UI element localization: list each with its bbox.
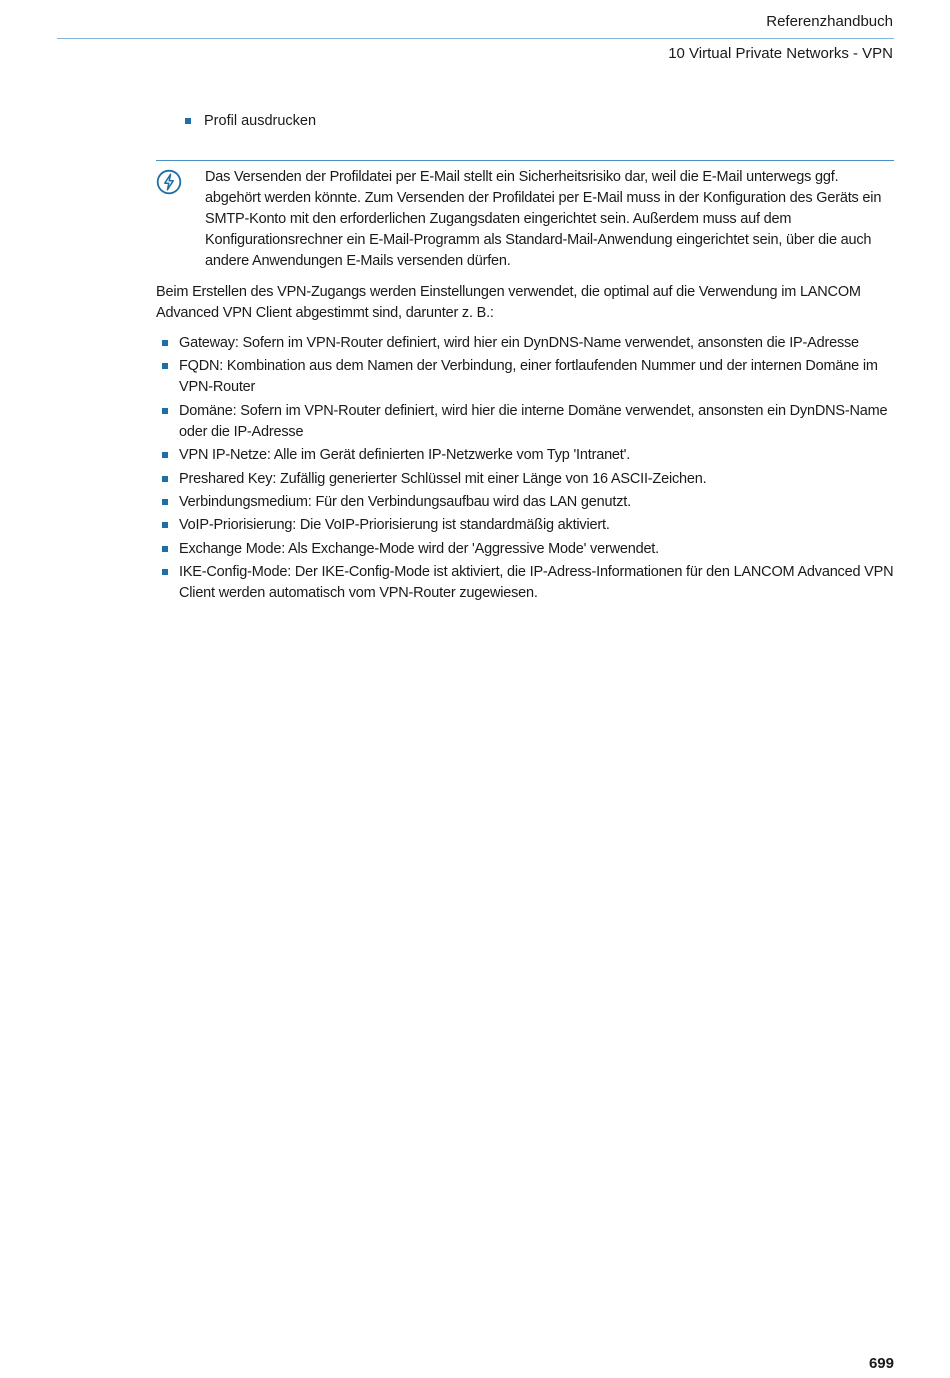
list-item [156,333,896,354]
list-item [156,492,896,513]
list-item-text: Exchange Mode: Als Exchange-Mode wird der 'Aggressive Mode' verwendet. [179,540,659,557]
list-item [156,356,896,398]
list-item [156,445,896,466]
list-item-text: Gateway: Sofern im VPN-Router definiert, wird hier ein DynDNS-Name verwendet, ansonsten die IP-Adresse [179,335,859,351]
square-bullet-icon [162,340,168,346]
note-text: Das Versenden der Profildatei per E-Mail stellt ein Sicherheitsrisiko dar, weil die E-Mail unterwegs ggf. abgehört werden könnte. Zum Versenden der Profildatei per E-Mail muss in der Konfiguration des Geräts ein SMTP-Konto mit den erforderlichen Zugangsdaten eingerichtet sein. Außerdem muss auf dem Konfigurationsrechner ein E-Mail-Programm als Standard-Mail-Anwendung eingerichtet sein, über die auch andere Anwendungen E-Mails versenden dürfen. [205,169,882,269]
page-number: 699 [868,1355,894,1372]
list-item-text: Domäne: Sofern im VPN-Router definiert, wird hier die interne Domäne verwendet, ansonsten ein DynDNS-Name oder die IP-Adresse [179,402,888,440]
list-item [156,539,896,560]
square-bullet-icon [185,118,191,124]
square-bullet-icon [162,522,168,528]
square-bullet-icon [162,569,168,575]
list-item [156,562,896,604]
square-bullet-icon [162,499,168,505]
header-title: Referenzhandbuch [766,13,893,30]
lightning-warning-icon [156,169,182,195]
intro-paragraph: Beim Erstellen des VPN-Zugangs werden Einstellungen verwendet, die optimal auf die Verwendung im LANCOM Advanced VPN Client abgestimmt sind, darunter z. B.: [156,284,861,321]
list-item [156,401,896,443]
list-item [156,515,896,536]
list-item-text: VoIP-Priorisierung: Die VoIP-Priorisierung ist standardmäßig aktiviert. [179,517,610,534]
square-bullet-icon [162,476,168,482]
header-divider [57,38,894,39]
list-item-text: Verbindungsmedium: Für den Verbindungsaufbau wird das LAN genutzt. [179,493,631,510]
square-bullet-icon [162,546,168,552]
square-bullet-icon [162,363,168,369]
square-bullet-icon [162,408,168,414]
list-item-label: Profil ausdrucken [204,113,317,129]
list-item-text: Preshared Key: Zufällig generierter Schlüssel mit einer Länge von 16 ASCII-Zeichen. [179,470,707,487]
settings-list [156,333,896,607]
header-chapter: 10 Virtual Private Networks - VPN [668,45,893,62]
list-item [156,469,896,490]
list-item-profile-print [185,111,585,131]
note-divider [156,160,894,161]
list-item-text: FQDN: Kombination aus dem Namen der Verbindung, einer fortlaufenden Nummer und der internen Domäne im VPN-Router [179,358,878,396]
list-item-text: VPN IP-Netze: Alle im Gerät definierten IP-Netzwerke vom Typ 'Intranet'. [179,447,631,464]
square-bullet-icon [162,452,168,458]
list-item-text: IKE-Config-Mode: Der IKE-Config-Mode ist aktiviert, die IP-Adress-Informationen für den LANCOM Advanced VPN Client werden automatisch vom VPN-Router zugewiesen. [179,564,894,602]
